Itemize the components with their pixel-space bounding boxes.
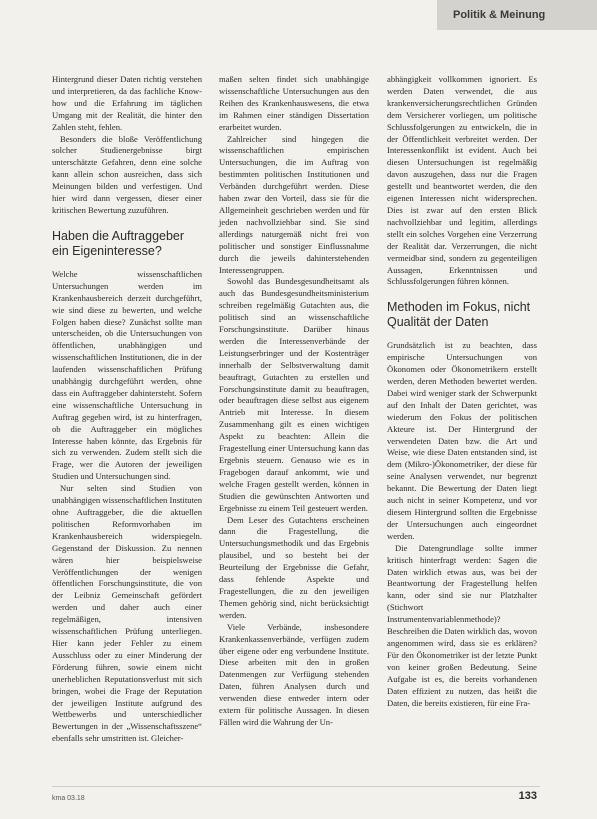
paragraph: Dem Leser des Gutachtens erscheinen dann die Fragestellung, die Untersuchungsmethodik und das Ergebnis plausibel, und so besteht bei der Beurteilung der Ergebnisse die Gefahr, dass fehlende Aspekte und Fragestellungen, die zu den jeweiligen Themen gehörig sind, nicht berücksichtigt werden. (219, 514, 369, 620)
text-column-1 (52, 74, 202, 745)
text-column-3 (387, 74, 537, 709)
paragraph: Sowohl das Bundesgesundheitsamt als auch das Bundesgesundheitsministerium schreiben regelmäßig Gutachten aus, die politisch sind an wissenschaftliche Forschungsinstitute. Darüber hinaus werden die Interessenverbände der Leistungserbringer und der Kostenträger innerhalb der Selbstverwaltung damit beauftragt, Gutachten zu erstellen und Forschungsinstitute damit zu beauftragen, oder beauftragen diese selbst aus eigenem Antrieb mit Interesse. In diesem Zusammenhang gilt es einen wichtigen Aspekt zu beachten: Allein die Fragestellung einer Untersuchung kann das Ergebnis steuern. Genauso wie es in Fragebogen darauf ankommt, wie und welche Fragen gestellt werden, können in Studien die gewünschten Antworten und Ergebnisse zu einem Teil gesteuert werden. (219, 276, 369, 513)
footer-divider (52, 786, 540, 787)
paragraph: Hintergrund dieser Daten richtig verstehen und interpretieren, da das fachliche Know-how und die Erfahrung im täglichen Umgang mit der Realität, die hinter den Zahlen steht, fehlen. (52, 74, 202, 132)
subheading: Haben die Auftraggeber ein Eigeninteresse? (52, 228, 185, 258)
paragraph: maßen selten findet sich unabhängige wissenschaftliche Untersuchungen aus den Reihen des Krankenhauswesens, die etwa im Rahmen einer ständigen Dissertation erarbeitet wurden. (219, 74, 369, 132)
paragraph: Die Datengrundlage sollte immer kritisch hinterfragt werden: Sagen die Daten wirklich etwas aus, was bei der Beantwortung der Fragestellung helfen kann, oder sind sie nur Platzhalter (Stichwort Instrumentenvariablenmethode)? Beschreiben die Daten wirklich das, wovon angenommen wird, dass sie es erklären? Für den Ökonometriker ist der letzte Punkt von keiner großen Bedeutung. Seine Aufgabe ist es, die bereits vorhandenen Daten effizient zu nutzen, das heißt die Daten, die bereits existieren, für eine Fra- (387, 542, 537, 708)
text-column-2 (219, 74, 369, 729)
issue-label: kma 03.18 (52, 795, 85, 802)
paragraph: Besonders die bloße Veröffentlichung solcher Studienergebnisse birgt unterschätzte Gefahren, denn eine solche kann allein schon ausreichen, dass sich Meinungen bilden und verfestigen. Und hier wird dann vergessen, dieser einer kritischen Bewertung zuzuführen. (52, 133, 202, 215)
section-label: Politik & Meinung (437, 0, 597, 30)
paragraph: abhängigkeit vollkommen ignoriert. Es werden Daten verwendet, die aus krankenversicherungsrechtlichen Gründen dem Versicherer vorliegen, um politische Schlussfolgerungen zu entwickeln, die in der Öffentlichkeit verbreitet werden. Der Interessenkonflikt ist evident. Auch bei diesen Untersuchungen ist regelmäßig davon auszugehen, dass nur die Fragen gestellt und beantwortet werden, die den eigenen Interessen nicht widersprechen. Dies ist zwar auf den ersten Blick nachvollziehbar und legitim, allerdings stellt ein solches Vorgehen eine Verzerrung der Realität dar. Verzerrungen, die nicht vermeidbar sind, sondern zu gegenteiligen Aussagen, Erkenntnissen und Schlussfolgerungen führen können. (387, 74, 537, 287)
paragraph: Zahlreicher sind hingegen die wissenschaftlichen empirischen Untersuchungen, die im Auftrag von bestimmten politischen Institutionen und Verbänden durchgeführt werden. Diese haben zwar den Vorteil, dass sie für die Allgemeinheit geschrieben werden und für jeden nachvollziehbar sind. Sie sind allerdings naturgemäß nicht frei von politischer und sonstiger Einflussnahme durch die jeweils dahinterstehenden Interessengruppen. (219, 133, 369, 275)
subheading: Methoden im Fokus, nicht Qualität der Daten (387, 300, 531, 330)
paragraph: Grundsätzlich ist zu beachten, dass empirische Untersuchungen von Ökonomen oder Ökonometrikern erstellt werden, deren Methoden bewertet werden. Dabei wird weniger stark der Schwerpunkt auf den Inhalt der Daten gerichtet, was wiederum den Fokus der politischen Akteure ist. Der Hintergrund der verwendeten Daten bzw. die Art und Weise, wie diese Daten entstanden sind, ist dem (Mikro-)Ökonometriker, der diese für seine Analysen verwendet, nur begrenzt bekannt. Die Bewertung der Daten liegt auch nicht in seiner Kompetenz, und vor diesem Hintergrund sollten die Ergebnisse der Untersuchungen auch eingeordnet werden. (387, 340, 537, 541)
paragraph: Nur selten sind Studien von unabhängigen wissenschaftlichen Instituten ohne Auftraggeber, die die aktuellen politischen Reformvorhaben im Krankenhausbereich widerspiegeln. Gegenstand der Diskussion. Zu nennen wären hier beispielsweise Veröffentlichungen der wenigen öffentlichen Forschungsinstitute, die von der Leibniz Gemeinschaft gefördert werden und daher auch einer regelmäßigen, intensiven wissenschaftlichen Prüfung unterliegen. Hier kann jeder Fehler zu einem Ausschluss oder zu einer Minderung der Förderung führen, sowie einem nicht unerheblichen Reputationsverlust mit sich bringen, wobei die Frage der Reputation der jeweiligen Institute aufgrund des Wettbewerbs und unterschiedlicher Bewertungen in der „Wissenschaftsszene“ ebenfalls sehr umstritten ist. Gleicher- (52, 483, 202, 744)
paragraph: Welche wissenschaftlichen Untersuchungen werden im Krankenhausbereich derzeit durchgeführt, wie sind diese zu bewerten, und welche Folgen haben diese? Zunächst sollte man unterscheiden, ob die Untersuchungen von öffentlichen, unabhängigen und wissenschaftlichen Institutionen, die in der laufenden wissenschaftlichen Prüfung unabhängig durchgeführt werden, ohne dass ein Auftraggeber dahintersteht. Sofern eine wissenschaftliche Untersuchung in Auftrag gegeben wird, ist zu hinterfragen, ob die Auftraggeber ein mögliches Interesse haben könnte, das Ergebnis für sich zu verwenden. Zudem stellt sich die Frage, wer die Autoren der jeweiligen Studien und Untersuchungen sind. (52, 268, 202, 482)
page-number: 133 (518, 790, 537, 802)
paragraph: Viele Verbände, insbesondere Krankenkassenverbände, verfügen zudem über eigene oder eng verbundene Institute. Diese arbeiten mit den in großen Datenmengen zur Verfügung stehenden Daten, führen Analysen durch und verwenden diese entweder intern oder extern für politische Aussagen. In diesen Fällen wird die Wahrung der Un- (219, 621, 369, 727)
